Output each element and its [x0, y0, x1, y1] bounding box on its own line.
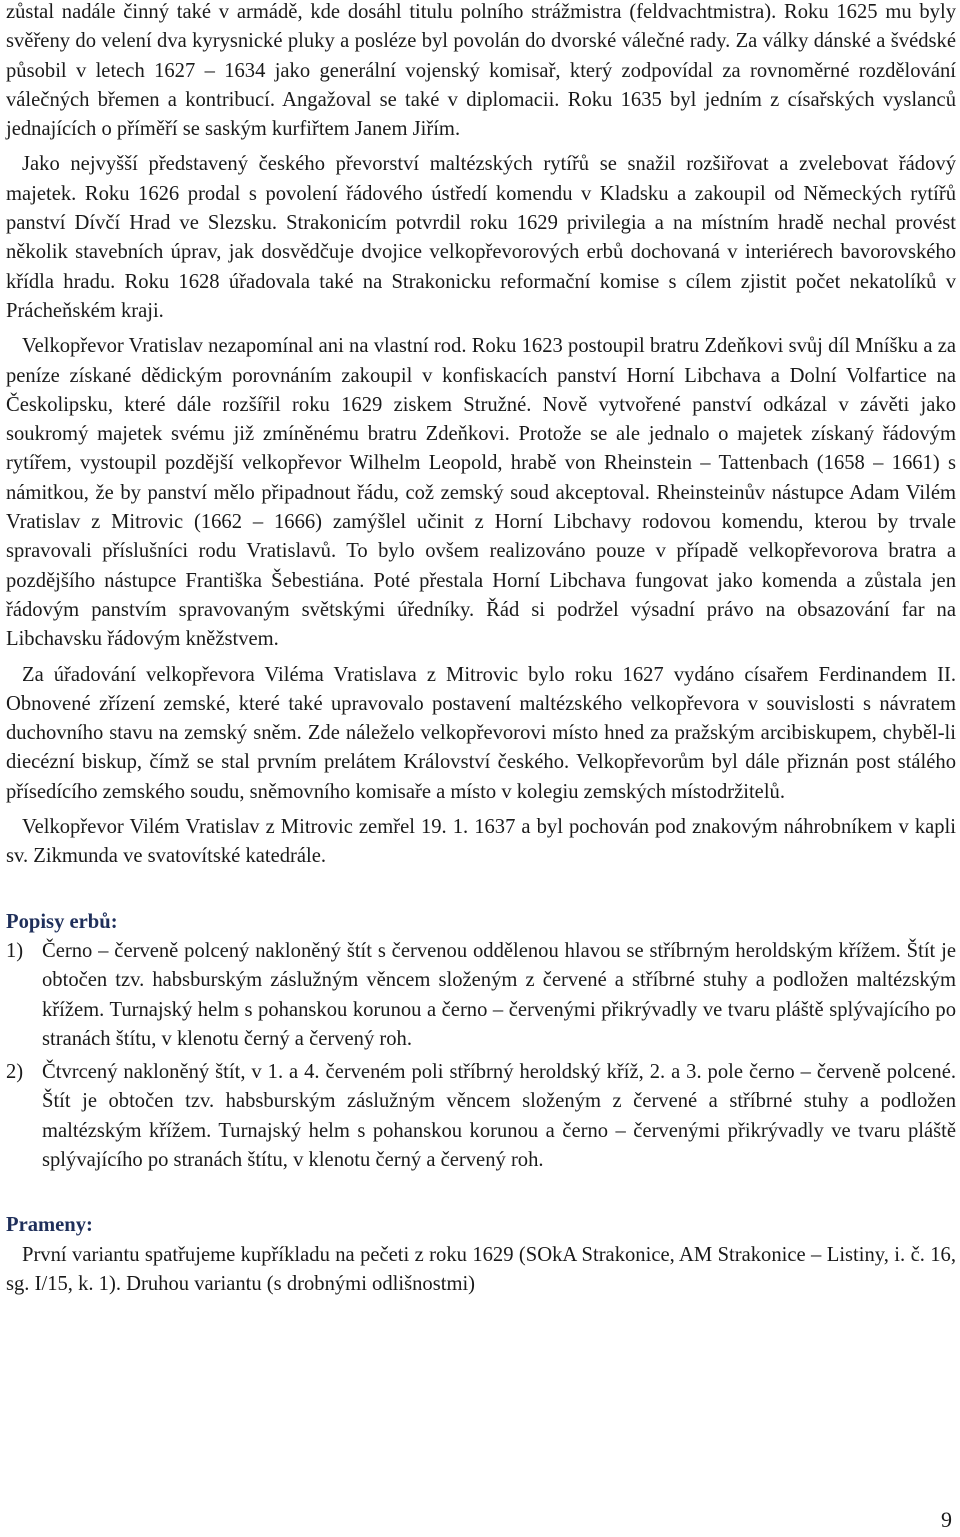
- sources-paragraph: První variantu spatřujeme kupříkladu na pečeti z roku 1629 (SOkA Strakonice, AM Strakonice – Listiny, i. č. 16, sg. I/15, k. 1). Druhou variantu (s drobnými odlišnostmi): [6, 1243, 956, 1295]
- coat-of-arms-item-1: [6, 937, 956, 1054]
- coat-of-arms-heading: Popisy erbů:: [6, 910, 118, 933]
- body-paragraph-1: zůstal nadále činný také v armádě, kde dosáhl titulu polního strážmistra (feldvachtmistra). Roku 1625 mu byly svěřeny do velení dva kyrysnické pluky a posléze byl povolán do dvorské válečné rady. Za války dánské a švédské působil v letech 1627 – 1634 jako generální vojenský komisař, který zodpovídal za rovnoměrné rozdělování válečných břemen a kontribucí. Angažoval se také v diplomacii. Roku 1635 byl jedním z císařských vyslanců jednajících o příměří se saským kurfiřtem Janem Jiřím.: [6, 1, 956, 141]
- body-paragraph-3: Velkopřevor Vratislav nezapomínal ani na vlastní rod. Roku 1623 postoupil bratru Zdeňkovi svůj díl Mníšku a za peníze získané dědickým porovnáním zakoupil v konfiskacích panství Horní Libchava a Dolní Volfartice na Českolipsku, které dále rozšířil roku 1629 ziskem Stružné. Nově vytvořené panství odkázal v závěti jako soukromý majetek svému již zmíněnému bratru Zdeňkovi. Protože se ale jednalo o majetek získaný řádovým rytířem, vystoupil pozdější velkopřevor Wilhelm Leopold, hrabě von Rheinstein – Tattenbach (1658 – 1661) s námitkou, že by panství mělo připadnout řádu, což zemský soud akceptoval. Rheinsteinův nástupce Adam Vilém Vratislav z Mitrovic (1662 – 1666) zamýšlel učinit z Horní Libchavy rodovou komendu, kterou by trvale spravovali příslušníci rodu Vratislavů. To bylo ovšem realizováno pouze v případě velkopřevorova bratra a pozdějšího nástupce Františka Šebestiána. Poté přestala Horní Libchava fungovat jako komenda a zůstala jen řádovým panstvím spravovaným světskými úředníky. Řád si podržel výsadní právo na obsazování far na Libchavsku řádovým kněžstvem.: [6, 335, 956, 651]
- sources-heading: Prameny:: [6, 1214, 93, 1237]
- page-number: 9: [941, 1507, 952, 1532]
- body-paragraph-2: Jako nejvyšší představený českého převorství maltézských rytířů se snažil rozšiřovat a zvelebovat řádový majetek. Roku 1626 prodal s povolení řádového ústředí komendu v Kladsku a zakoupil od Německých rytířů panství Dívčí Hrad ve Slezsku. Strakonicím potvrdil roku 1629 privilegia a na místním hradě nechal provést několik stavebních úprav, jak dosvědčuje dvojice velkopřevorových erbů dochovaná v interiérech bavorovského křídla hradu. Roku 1628 úřadovala také na Strakonicku reformační komise s cílem zjistit počet nekatolíků v Prácheňském kraji.: [6, 153, 956, 322]
- list-marker: 2): [6, 1061, 24, 1084]
- list-item-text: Čtvrcený nakloněný štít, v 1. a 4. červeném poli stříbrný heroldský kříž, 2. a 3. pole černo – červeně polcené. Štít je obtočen tzv. habsburským záslužným věncem složeným z červené a stříbrné stuhy a podložen maltézským křížem. Turnajský helm s pohanskou korunou a černo – červenými přikrývadly ve tvaru pláště splývajícího po stranách štítu, v klenotu černý a červený roh.: [42, 1061, 956, 1171]
- coat-of-arms-item-2: [6, 1058, 956, 1175]
- document-page: [6, 0, 956, 1305]
- body-paragraph-4: Za úřadování velkopřevora Viléma Vratislava z Mitrovic bylo roku 1627 vydáno císařem Ferdinandem II. Obnovené zřízení zemské, které také upravovalo postavení maltézského velkopřevora v souvislosti s návratem duchovního stavu na zemský sněm. Zde náleželo velkopřevorovi místo hned za pražským arcibiskupem, chyběl-li diecézní biskup, čímž se stal prvním prelátem Království českého. Velkopřevorům byl dále přiznán post stálého přísedícího zemského soudu, sněmovního komisaře a místo v kolegiu zemských místodržitelů.: [6, 663, 956, 803]
- body-paragraph-5: Velkopřevor Vilém Vratislav z Mitrovic zemřel 19. 1. 1637 a byl pochován pod znakovým náhrobníkem v kapli sv. Zikmunda ve svatovítské katedrále.: [6, 816, 956, 868]
- list-marker: 1): [6, 939, 24, 962]
- list-item-text: Černo – červeně polcený nakloněný štít s červenou oddělenou hlavou se stříbrným heroldským křížem. Štít je obtočen tzv. habsburským záslužným věncem složeným z červené a stříbrné stuhy a podložen maltézským křížem. Turnajský helm s pohanskou korunou a černo – červenými přikrývadly ve tvaru pláště splývajícího po stranách štítu, v klenotu černý a červený roh.: [42, 939, 956, 1050]
